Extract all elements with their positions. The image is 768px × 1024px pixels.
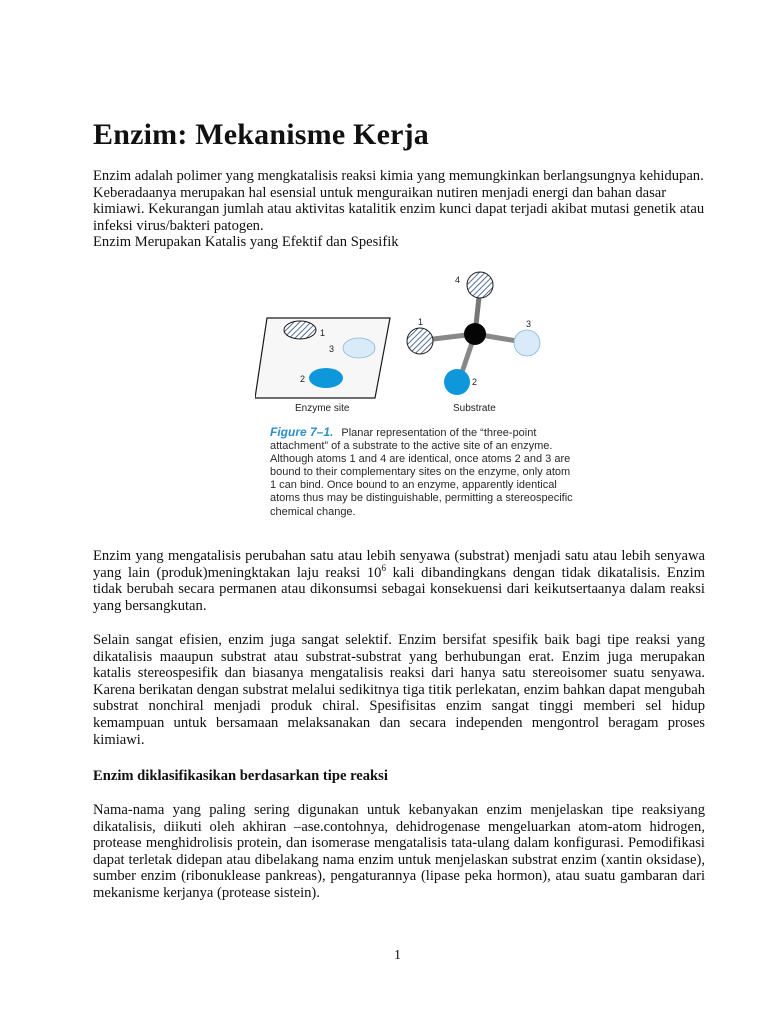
substrate-atom-2 [444, 369, 470, 395]
enzyme-site-1 [284, 321, 316, 339]
enzyme-site-2 [309, 368, 343, 388]
paragraph-3: Nama-nama yang paling sering digunakan untuk kebanyakan enzim menjelaskan tipe reaksiyang dikatalisis, diikuti oleh akhiran –ase.contohnya, dehidrogenase mengeluarkan atom-atom hidrogen, protease menghidrolisis protein, dan isomerase mengatalisis tata-ulang dalam konfigurasi. Pemodifikasi dapat terletak didepan atau dibelakang nama enzim untuk menjelaskan substrat enzim (xantin oksidase), sumber enzim (ribonuklease pankreas), pengaturannya (lipase peka hormon), atau suatu gambaran dari mekanisme kerjanya (protease sistein). [93, 802, 705, 901]
paragraph-2: Selain sangat efisien, enzim juga sangat selektif. Enzim bersifat spesifik baik bagi tipe reaksi yang dikatalisis maaupun substrat atau substrat-substrat yang berhubungan erat. Enzim juga merupakan katalis stereospesifik dan biasanya mengatalisis reaksi dari hanya satu stereoisomer suatu senyawa. Karena berikatan dengan substrat melalui sedikitnya tiga titik perlekatan, enzim bahkan dapat mengubah substrat nonchiral menjadi produk chiral. Spesifisitas enzim sangat tinggi memberi sel hidup kemampuan untuk bersamaan melaksanakan dan secara independen mengontrol beragam proses kimiawi. [93, 632, 705, 748]
substrate-number-2: 2 [472, 377, 478, 387]
paragraph-1-text-b: kali dibandingkans dengan tidak dikatalisis. Enzim tidak berubah secara permanen atau dikonsumsi sebagai konsekuensi dari keikutsertaanya dalam reaksi yang bersangkutan. [93, 564, 705, 614]
substrate-number-4: 4 [455, 275, 461, 285]
substrate-number-1: 1 [418, 317, 424, 327]
substrate-label: Substrate [453, 403, 496, 414]
enzyme-number-2: 2 [300, 374, 306, 384]
enzyme-site-3 [343, 338, 375, 358]
figure-caption [270, 426, 575, 519]
intro-text: Enzim adalah polimer yang mengkatalisis reaksi kimia yang memungkinkan berlangsungnya kehidupan. Keberadaanya merupakan hal esensial untuk menguraikan nutiren menjadi energi dan bahan dasar kimiawi. Kekurangan jumlah atau aktivitas katalitik enzim kunci dapat terjadi akibat mutasi genetik atau infeksi virus/bakteri patogen. [93, 168, 705, 234]
figure-diagram [255, 270, 575, 425]
paragraph-1 [93, 548, 705, 614]
figure-three-point-attachment [255, 270, 575, 545]
page-number: 1 [394, 948, 401, 963]
paragraph-1-exponent: 6 [381, 562, 386, 573]
section-subtitle: Enzim Merupakan Katalis yang Efektif dan Spesifik [93, 234, 399, 251]
substrate-center-atom [464, 323, 486, 345]
enzyme-number-1: 1 [320, 328, 326, 338]
figure-caption-text: Planar representation of the “three-point attachment” of a substrate to the active site of an enzyme. Although atoms 1 and 4 are identical, once atoms 2 and 3 are bound to their complementary sites on the enzyme, only atom 1 can bind. Once bound to an enzyme, apparently identical atoms thus may be distinguishable, permitting a stereospecific chemical change. [270, 427, 573, 518]
page-title: Enzim: Mekanisme Kerja [93, 118, 429, 151]
enzyme-site-label: Enzyme site [295, 403, 350, 414]
figure-label: Figure 7–1. [270, 425, 334, 439]
intro-paragraph [93, 168, 705, 251]
paragraph-1-text-a: Enzim yang mengatalisis perubahan satu atau lebih senyawa (substrat) menjadi satu atau lebih senyawa yang lain (produk)meningktakan laju reaksi 10 [93, 548, 705, 581]
substrate-atom-1 [407, 328, 433, 354]
substrate-number-3: 3 [526, 319, 532, 329]
enzyme-number-3: 3 [329, 344, 335, 354]
substrate-atom-4 [467, 272, 493, 298]
substrate-atom-3 [514, 330, 540, 356]
section-heading: Enzim diklasifikasikan berdasarkan tipe reaksi [93, 768, 388, 784]
